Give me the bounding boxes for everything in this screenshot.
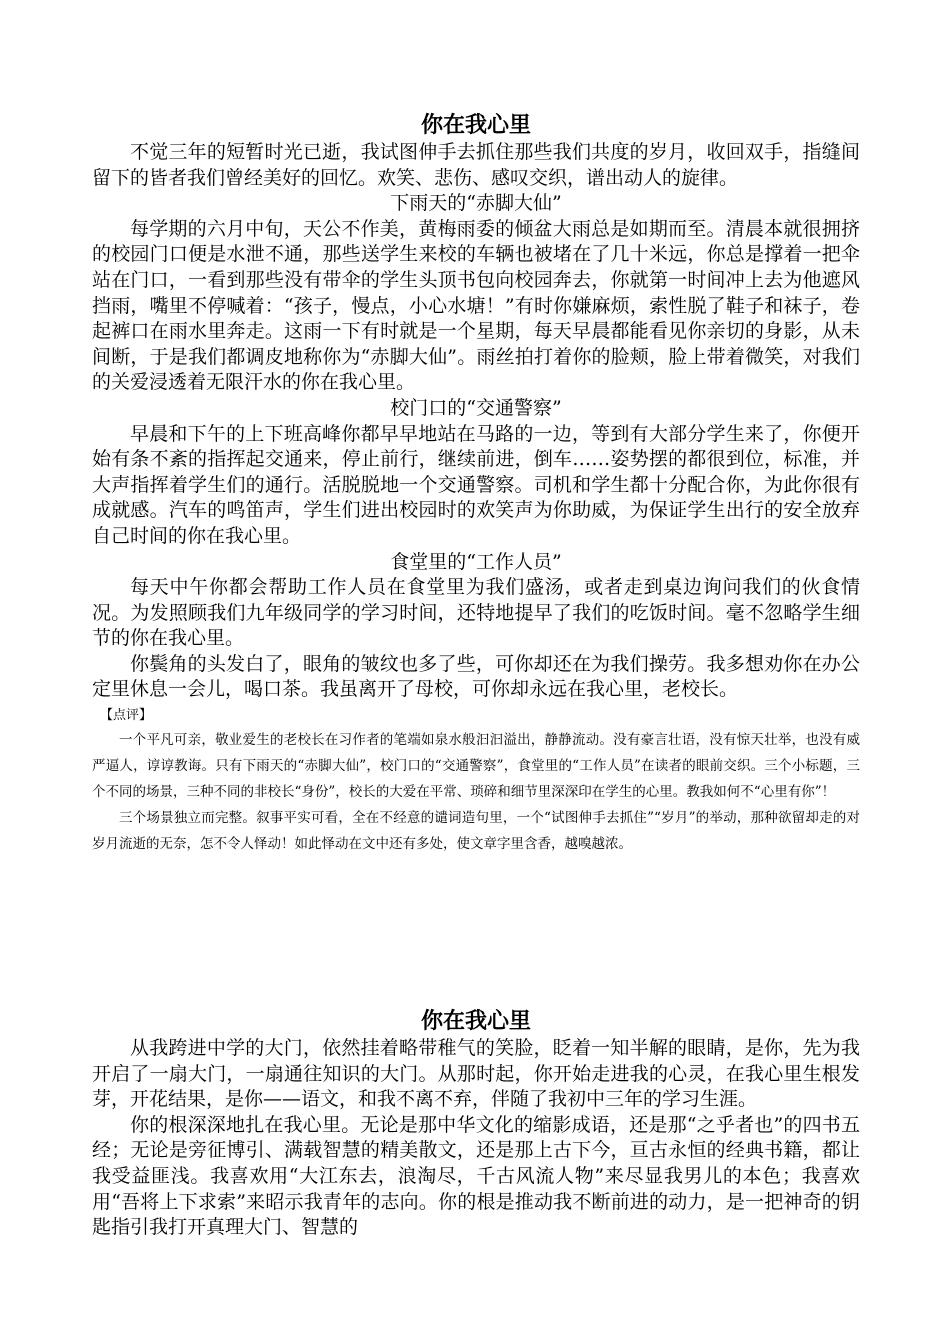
comment-paragraph: 三个场景独立而完整。叙事平实可看，全在不经意的谴词造句里，一个“试图伸手去抓住”“岁月”的举动，那种欲留却走的对岁月流逝的无奈，怎不令人怿动！如此怿动在文中还有多处，使文章字里含香，越嗅越浓。 (92, 810, 860, 853)
section-text: 早晨和下午的上下班高峰你都早早地站在马路的一边，等到有大部分学生来了，你便开始有条不紊的指挥起交通来，停止前行，继续前进，倒车……姿势摆的都很到位，标准，并大声指挥着学生们的通行。活脱脱地一个交通警察。司机和学生都十分配合你，为此你很有成就感。汽车的鸣笛声，学生们进出校园时的欢笑声为你助威，为保证学生出行的安全放弃自己时间的你在我心里。 (92, 422, 860, 547)
comment-paragraph: 一个平凡可亲，敬业爱生的老校长在习作者的笔端如泉水般汩汩溢出，静静流动。没有豪言壮语，没有惊天壮举，也没有威严逼人，谆谆教诲。只有下雨天的“赤脚大仙”，校门口的“交通警察”，食堂里的“工作人员”在读者的眼前交织。三个小标题，三个不同的场景，三种不同的非校长“身份”，校长的大爱在平常、琐碎和细节里深深印在学生的心里。教我如何不“心里有你”！ (92, 732, 860, 801)
essay-paragraph: 从我跨进中学的大门，依然挂着略带稚气的笑脸，眨着一知半解的眼睛，是你，先为我开启了一扇大门，一扇通往知识的大门。从那时起，你开始走进我的心灵，在我心里生根发芽，开花结果，是你——语文，和我不离不弃，伴随了我初中三年的学习生涯。 (92, 1037, 860, 1111)
essay-title: 你在我心里 (420, 112, 531, 138)
essay-title: 你在我心里 (420, 1008, 531, 1034)
essay-2 (92, 1006, 860, 1241)
section-heading: 校门口的“交通警察” (390, 396, 562, 419)
section-text: 每天中午你都会帮助工作人员在食堂里为我们盛汤，或者走到桌边询问我们的伙食情况。为发照顾我们九年级同学的学习时间，还特地提早了我们的吃饭时间。毫不忽略学生细节的你在我心里。 (92, 576, 860, 650)
essay-1 (92, 110, 860, 857)
section-heading: 下雨天的“赤脚大仙” (390, 192, 562, 215)
essay-intro: 不觉三年的短暂时光已逝，我试图伸手去抓住那些我们共度的岁月，收回双手，指缝间留下的皆者我们曾经美好的回忆。欢笑、悲伤、感叹交织，谱出动人的旋律。 (92, 141, 860, 189)
section-heading: 食堂里的“工作人员” (390, 550, 562, 573)
section-text: 每学期的六月中旬，天公不作美，黄梅雨委的倾盆大雨总是如期而至。清晨本就很拥挤的校园门口便是水泄不通，那些送学生来校的车辆也被堵在了几十米远，你总是撑着一把伞站在门口，一看到那些没有带伞的学生头顶书包向校园奔去，你就第一时间冲上去为他遮风挡雨，嘴里不停喊着：“孩子，慢点，小心水塘！”有时你嫌麻烦，索性脱了鞋子和袜子，卷起裤口在雨水里奔走。这雨一下有时就是一个星期，每天早晨都能看见你亲切的身影，从未间断，于是我们都调皮地称你为“赤脚大仙”。雨丝拍打着你的脸颊，脸上带着微笑，对我们的关爱浸透着无限汗水的你在我心里。 (92, 217, 860, 394)
essay-paragraph: 你的根深深地扎在我心里。无论是那中华文化的缩影成语，还是那“之乎者也”的四书五经；无论是旁征博引、满载智慧的精美散文，还是那上古下今，亘古永恒的经典书籍，都让我受益匪浅。我喜欢用“大江东去，浪淘尽，千古风流人物”来尽显我男儿的本色；我喜欢用“吾将上下求索”来昭示我青年的志向。你的根是推动我不断前进的动力，是一把神奇的钥匙指引我打开真理大门、智慧的 (92, 1113, 860, 1239)
essay-closing: 你鬓角的头发白了，眼角的皱纹也多了些，可你却还在为我们操劳。我多想劝你在办公定里休息一会儿，喝口茶。我虽离开了母校，可你却永远在我心里，老校长。 (92, 652, 860, 701)
comment-label: 【点评】 (100, 708, 153, 724)
